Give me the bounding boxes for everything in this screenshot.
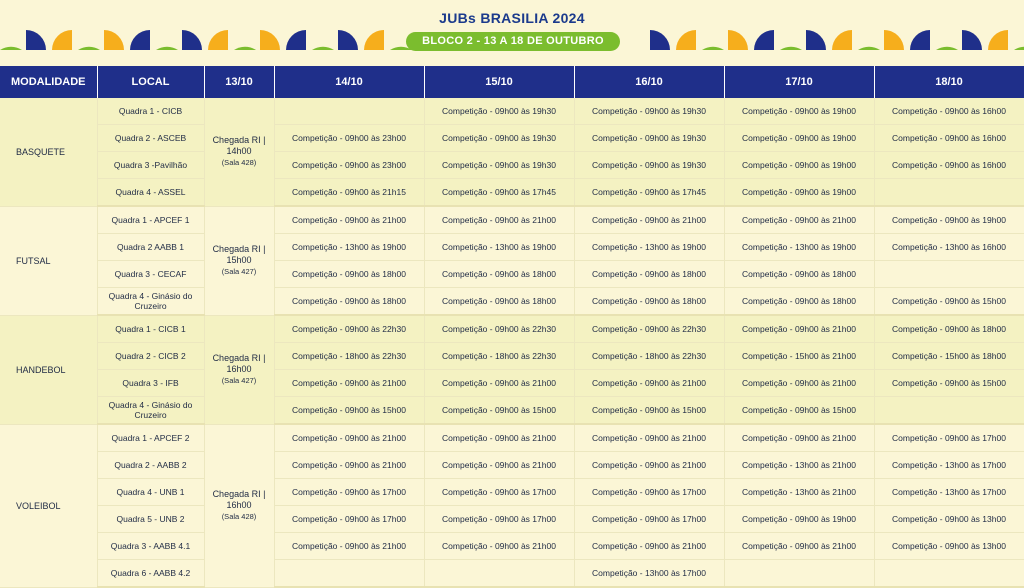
- schedule-cell: Competição - 09h00 às 15h00: [724, 397, 874, 425]
- schedule-cell: Competição - 09h00 às 15h00: [574, 397, 724, 425]
- decorative-shape: [780, 47, 802, 50]
- table-row: [0, 179, 1024, 207]
- arrival-time: Chegada RI | 15h00: [212, 244, 266, 265]
- schedule-cell: Competição - 13h00 às 19h00: [274, 234, 424, 261]
- local-cell: Quadra 1 - CICB: [97, 98, 204, 125]
- schedule-cell: Competição - 09h00 às 19h30: [574, 125, 724, 152]
- schedule-cell: [274, 98, 424, 125]
- local-cell: Quadra 2 - ASCEB: [97, 125, 204, 152]
- schedule-cell: Competição - 09h00 às 21h00: [574, 370, 724, 397]
- schedule-cell: Competição - 09h00 às 16h00: [874, 152, 1024, 179]
- local-cell: Quadra 4 - Ginásio do Cruzeiro: [97, 397, 204, 425]
- schedule-cell: Competição - 09h00 às 21h00: [424, 370, 574, 397]
- schedule-cell: Competição - 15h00 às 18h00: [874, 343, 1024, 370]
- local-cell: Quadra 3 - IFB: [97, 370, 204, 397]
- schedule-cell: Competição - 09h00 às 18h00: [424, 288, 574, 316]
- table-row: [0, 533, 1024, 560]
- decorative-shape: [364, 30, 384, 50]
- schedule-cell: Competição - 09h00 às 19h00: [874, 206, 1024, 234]
- schedule-cell: Competição - 09h00 às 18h00: [874, 315, 1024, 343]
- schedule-cell: Competição - 13h00 às 17h00: [874, 452, 1024, 479]
- schedule-cell: Competição - 18h00 às 22h30: [424, 343, 574, 370]
- schedule-cell: Competição - 09h00 às 18h00: [724, 261, 874, 288]
- schedule-cell: Competição - 09h00 às 15h00: [874, 370, 1024, 397]
- header-row: [0, 66, 1024, 98]
- schedule-cell: Competição - 09h00 às 23h00: [274, 152, 424, 179]
- modalidade-cell: BASQUETE: [0, 98, 97, 206]
- schedule-cell: Competição - 09h00 às 18h00: [574, 288, 724, 316]
- schedule-cell: Competição - 09h00 às 21h00: [274, 424, 424, 452]
- schedule-cell: Competição - 09h00 às 17h00: [424, 479, 574, 506]
- schedule-cell: Competição - 09h00 às 17h00: [274, 479, 424, 506]
- table-row: [0, 288, 1024, 316]
- schedule-cell: Competição - 09h00 às 13h00: [874, 506, 1024, 533]
- decorative-shape: [754, 30, 774, 50]
- schedule-cell: Competição - 09h00 às 17h00: [424, 506, 574, 533]
- table-row: [0, 343, 1024, 370]
- decorative-shape: [52, 30, 72, 50]
- local-cell: Quadra 3 -Pavilhão: [97, 152, 204, 179]
- schedule-cell: Competição - 09h00 às 21h00: [724, 206, 874, 234]
- decorative-shape: [0, 47, 22, 50]
- table-row: [0, 206, 1024, 234]
- table-row: [0, 424, 1024, 452]
- schedule-cell: Competição - 09h00 às 19h30: [424, 152, 574, 179]
- schedule-cell: Competição - 09h00 às 21h00: [274, 370, 424, 397]
- schedule-cell: Competição - 09h00 às 16h00: [874, 125, 1024, 152]
- local-cell: Quadra 6 - AABB 4.2: [97, 560, 204, 588]
- local-cell: Quadra 2 - CICB 2: [97, 343, 204, 370]
- header-local: LOCAL: [97, 66, 204, 98]
- arrival-room: (Sala 427): [221, 267, 257, 276]
- schedule-cell: Competição - 13h00 às 17h00: [874, 479, 1024, 506]
- schedule-cell: Competição - 15h00 às 21h00: [724, 343, 874, 370]
- decorative-shape: [806, 30, 826, 50]
- table-row: [0, 234, 1024, 261]
- schedule-cell: Competição - 09h00 às 21h00: [574, 452, 724, 479]
- decorative-shape: [962, 30, 982, 50]
- schedule-cell: Competição - 09h00 às 22h30: [574, 315, 724, 343]
- decorative-shape: [910, 30, 930, 50]
- decorative-shape: [234, 47, 256, 50]
- local-cell: Quadra 1 - CICB 1: [97, 315, 204, 343]
- decorative-shape: [260, 30, 280, 50]
- arrival-time: Chegada RI | 16h00: [212, 353, 266, 374]
- table-row: [0, 452, 1024, 479]
- local-cell: Quadra 2 AABB 1: [97, 234, 204, 261]
- schedule-cell: Competição - 09h00 às 16h00: [874, 98, 1024, 125]
- schedule-cell: [274, 560, 424, 588]
- schedule-cell: Competição - 09h00 às 19h00: [724, 152, 874, 179]
- arrival-room: (Sala 427): [221, 376, 257, 385]
- header-modalidade: MODALIDADE: [0, 66, 97, 98]
- table-row: [0, 125, 1024, 152]
- decorative-shape: [884, 30, 904, 50]
- table-row: [0, 98, 1024, 125]
- schedule-cell: Competição - 09h00 às 18h00: [574, 261, 724, 288]
- schedule-cell: Competição - 09h00 às 18h00: [274, 261, 424, 288]
- arrival-room: (Sala 428): [221, 158, 257, 168]
- decorative-shape: [676, 30, 696, 50]
- decorative-shape: [858, 47, 880, 50]
- decorative-shape: [338, 30, 358, 50]
- local-cell: Quadra 4 - UNB 1: [97, 479, 204, 506]
- schedule-cell: Competição - 09h00 às 21h00: [724, 424, 874, 452]
- schedule-cell: Competição - 09h00 às 21h00: [424, 424, 574, 452]
- schedule-cell: [874, 179, 1024, 207]
- schedule-cell: Competição - 09h00 às 19h00: [724, 506, 874, 533]
- schedule-cell: Competição - 18h00 às 22h30: [574, 343, 724, 370]
- schedule-cell: Competição - 09h00 às 22h30: [274, 315, 424, 343]
- schedule-cell: Competição - 09h00 às 21h00: [274, 533, 424, 560]
- schedule-cell: Competição - 09h00 às 19h00: [724, 125, 874, 152]
- schedule-cell: Competição - 13h00 às 21h00: [724, 479, 874, 506]
- schedule-cell: Competição - 13h00 às 16h00: [874, 234, 1024, 261]
- arrival-time: Chegada RI | 16h00: [212, 489, 266, 510]
- decorative-shape: [26, 30, 46, 50]
- decorative-shape: [312, 47, 334, 50]
- decorative-shape: [182, 30, 202, 50]
- schedule-cell: Competição - 09h00 às 21h00: [424, 533, 574, 560]
- schedule-cell: Competição - 09h00 às 19h30: [574, 152, 724, 179]
- decorative-shape: [130, 30, 150, 50]
- header-day-14: 14/10: [274, 66, 424, 98]
- table-row: [0, 152, 1024, 179]
- schedule-cell: Competição - 09h00 às 17h00: [274, 506, 424, 533]
- schedule-cell: [874, 560, 1024, 588]
- local-cell: Quadra 1 - APCEF 1: [97, 206, 204, 234]
- modalidade-cell: VOLEIBOL: [0, 424, 97, 587]
- table-row: [0, 315, 1024, 343]
- schedule-cell: Competição - 09h00 às 21h00: [724, 533, 874, 560]
- schedule-table: [0, 66, 1024, 588]
- schedule-cell: Competição - 09h00 às 19h00: [724, 98, 874, 125]
- table-row: [0, 261, 1024, 288]
- schedule-cell: Competição - 09h00 às 18h00: [724, 288, 874, 316]
- decorative-shape: [728, 30, 748, 50]
- local-cell: Quadra 3 - CECAF: [97, 261, 204, 288]
- schedule-cell: Competição - 09h00 às 17h00: [574, 479, 724, 506]
- decorative-shape: [286, 30, 306, 50]
- schedule-cell: Competição - 09h00 às 21h00: [724, 315, 874, 343]
- schedule-cell: Competição - 09h00 às 13h00: [874, 533, 1024, 560]
- table-row: [0, 479, 1024, 506]
- arrival-room: (Sala 428): [221, 512, 257, 521]
- arrival-cell: [204, 424, 274, 587]
- schedule-cell: Competição - 09h00 às 18h00: [274, 288, 424, 316]
- local-cell: Quadra 3 - AABB 4.1: [97, 533, 204, 560]
- schedule-cell: Competição - 09h00 às 17h45: [424, 179, 574, 207]
- decorative-shape: [104, 30, 124, 50]
- decorative-shape: [832, 30, 852, 50]
- schedule-cell: [874, 397, 1024, 425]
- schedule-cell: Competição - 13h00 às 19h00: [724, 234, 874, 261]
- schedule-cell: [874, 261, 1024, 288]
- schedule-cell: Competição - 13h00 às 21h00: [724, 452, 874, 479]
- decorative-shape: [208, 30, 228, 50]
- schedule-cell: Competição - 09h00 às 17h00: [874, 424, 1024, 452]
- schedule-cell: Competição - 09h00 às 22h30: [424, 315, 574, 343]
- schedule-cell: Competição - 09h00 às 21h00: [574, 206, 724, 234]
- table-row: [0, 397, 1024, 425]
- header-day-15: 15/10: [424, 66, 574, 98]
- schedule-cell: Competição - 09h00 às 17h45: [574, 179, 724, 207]
- schedule-cell: Competição - 09h00 às 17h00: [574, 506, 724, 533]
- header-day-13: 13/10: [204, 66, 274, 98]
- arrival-time: Chegada RI | 14h00: [212, 135, 266, 157]
- modalidade-cell: FUTSAL: [0, 206, 97, 315]
- decorative-shape: [156, 47, 178, 50]
- schedule-cell: Competição - 09h00 às 21h00: [274, 206, 424, 234]
- schedule-cell: Competição - 09h00 às 18h00: [424, 261, 574, 288]
- schedule-cell: Competição - 09h00 às 21h00: [724, 370, 874, 397]
- schedule-cell: Competição - 09h00 às 21h00: [424, 206, 574, 234]
- header-day-17: 17/10: [724, 66, 874, 98]
- arrival-cell: [204, 206, 274, 315]
- schedule-cell: [424, 560, 574, 588]
- decorative-shape: [702, 47, 724, 50]
- decorative-shape: [78, 47, 100, 50]
- modalidade-cell: HANDEBOL: [0, 315, 97, 424]
- decorative-shape: [1014, 47, 1024, 50]
- schedule-cell: Competição - 09h00 às 21h00: [424, 452, 574, 479]
- decorative-shape: [650, 30, 670, 50]
- arrival-cell: [204, 315, 274, 424]
- decorative-shape: [936, 47, 958, 50]
- schedule-cell: Competição - 09h00 às 19h00: [724, 179, 874, 207]
- schedule-cell: [724, 560, 874, 588]
- header-day-16: 16/10: [574, 66, 724, 98]
- decorative-shape: [988, 30, 1008, 50]
- schedule-cell: Competição - 09h00 às 21h00: [574, 533, 724, 560]
- schedule-cell: Competição - 09h00 às 15h00: [274, 397, 424, 425]
- schedule-cell: Competição - 18h00 às 22h30: [274, 343, 424, 370]
- schedule-cell: Competição - 13h00 às 19h00: [424, 234, 574, 261]
- local-cell: Quadra 5 - UNB 2: [97, 506, 204, 533]
- schedule-cell: Competição - 09h00 às 15h00: [874, 288, 1024, 316]
- subtitle-pill: BLOCO 2 - 13 A 18 DE OUTUBRO: [406, 32, 620, 51]
- schedule-cell: Competição - 09h00 às 19h30: [574, 98, 724, 125]
- local-cell: Quadra 4 - Ginásio do Cruzeiro: [97, 288, 204, 316]
- banner: [0, 0, 1024, 66]
- schedule-cell: Competição - 09h00 às 21h00: [274, 452, 424, 479]
- schedule-cell: Competição - 09h00 às 15h00: [424, 397, 574, 425]
- schedule-cell: Competição - 09h00 às 21h00: [574, 424, 724, 452]
- schedule-body: [0, 98, 1024, 587]
- schedule-cell: Competição - 13h00 às 17h00: [574, 560, 724, 588]
- arrival-cell: [204, 98, 274, 206]
- local-cell: Quadra 4 - ASSEL: [97, 179, 204, 207]
- page-title: JUBs BRASILIA 2024: [439, 10, 585, 26]
- local-cell: Quadra 1 - APCEF 2: [97, 424, 204, 452]
- table-row: [0, 506, 1024, 533]
- schedule-cell: Competição - 13h00 às 19h00: [574, 234, 724, 261]
- schedule-cell: Competição - 09h00 às 19h30: [424, 98, 574, 125]
- schedule-cell: Competição - 09h00 às 21h15: [274, 179, 424, 207]
- local-cell: Quadra 2 - AABB 2: [97, 452, 204, 479]
- table-row: [0, 370, 1024, 397]
- schedule-cell: Competição - 09h00 às 19h30: [424, 125, 574, 152]
- schedule-cell: Competição - 09h00 às 23h00: [274, 125, 424, 152]
- header-day-18: 18/10: [874, 66, 1024, 98]
- table-row: [0, 560, 1024, 588]
